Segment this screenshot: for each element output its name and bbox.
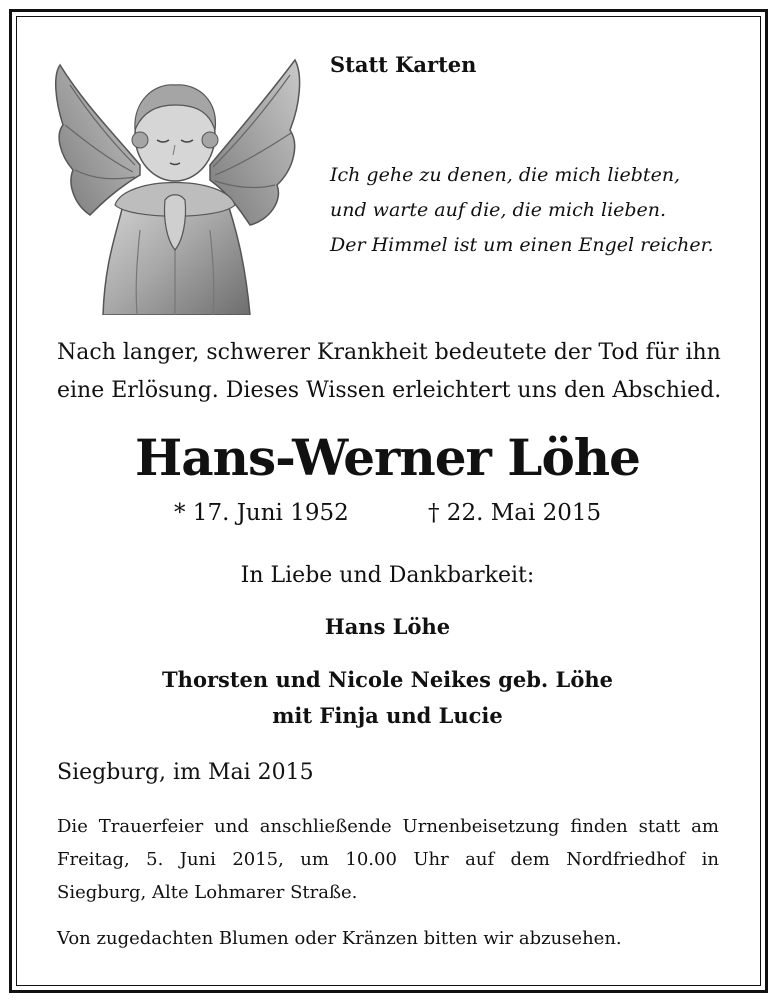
mourners-intro: In Liebe und Dankbarkeit: [240,563,535,588]
birth-date: * 17. Juni 1952 [174,500,349,526]
intro-line: eine Erlösung. Dieses Wissen erleichtert uns den Abschied. [57,378,722,403]
deceased-name: Hans-Werner Löhe [135,428,640,487]
poem [330,158,714,263]
poem-line: Der Himmel ist um einen Engel reicher. [330,234,714,256]
intro-text [57,334,722,410]
poem-line: Ich gehe zu denen, die mich liebten, [330,164,681,186]
funeral-line: Freitag, 5. Juni 2015, um 10.00 Uhr auf dem Nordfriedhof in [57,849,719,870]
intro-line: Nach langer, schwerer Krankheit bedeutete der Tod für ihn [57,340,721,365]
death-date: † 22. Mai 2015 [428,500,602,526]
mourner-family [0,662,775,734]
funeral-line: Siegburg, Alte Lohmarer Straße. [57,882,358,903]
place-date: Siegburg, im Mai 2015 [57,760,314,785]
funeral-info [57,810,719,909]
statt-karten-heading: Statt Karten [330,52,477,77]
mourner-name: Hans Löhe [324,614,451,639]
poem-line: und warte auf die, die mich lieben. [330,199,667,221]
mourner-name: Thorsten und Nicole Neikes geb. Löhe [162,667,613,692]
mourner-name: mit Finja und Lucie [272,703,503,728]
flowers-note: Von zugedachten Blumen oder Kränzen bitten wir abzusehen. [57,928,622,949]
funeral-line: Die Trauerfeier und anschließende Urnenbeisetzung finden statt am [57,816,719,837]
angel-statue-icon [45,45,305,315]
